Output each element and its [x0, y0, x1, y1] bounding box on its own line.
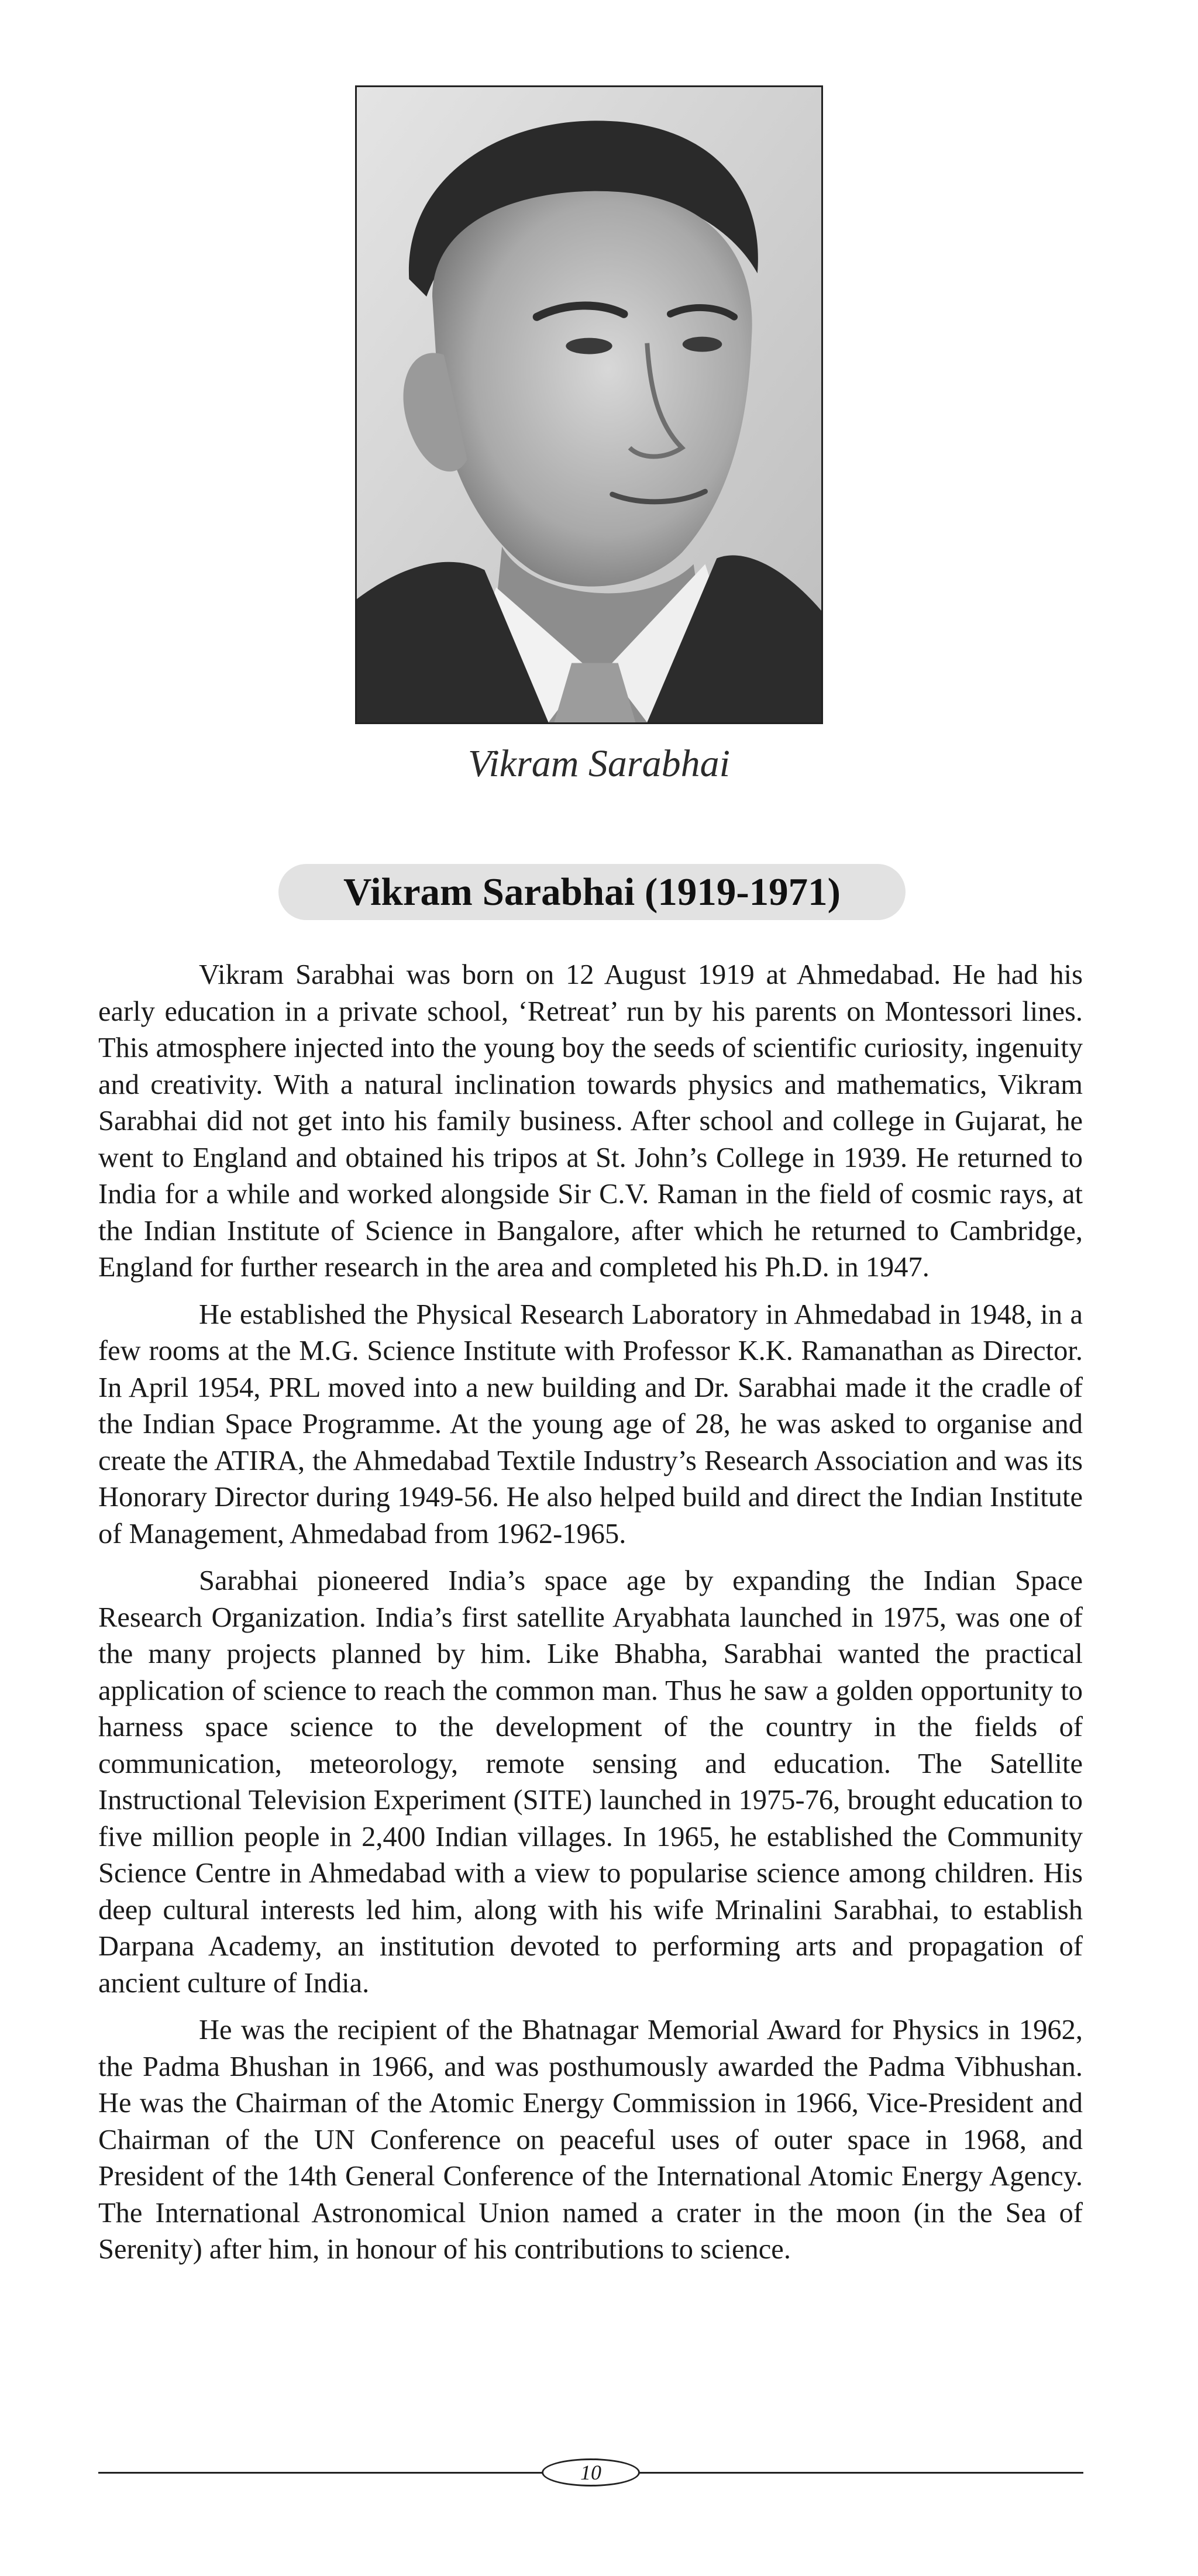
portrait-illustration [357, 87, 821, 722]
portrait-caption: Vikram Sarabhai [468, 742, 730, 785]
footer-rule-left [98, 2472, 543, 2474]
page-number [542, 2458, 640, 2487]
paragraph-4: He was the recipient of the Bhatnagar Memorial Award for Physics in 1962, the Padma Bhushan in 1966, and was posthumously awarded the Padma Vibhushan. He was the Chairman of the Atomic Energy Commission in 1966, Vice-President and Chairman of the UN Conference on peaceful uses of outer space in 1968, and President of the 14th General Conference of the International Atomic Energy Agency. The International Astronomical Union named a crater in the moon (in the Sea of Serenity) after him, in honour of his contributions to science. [98, 2014, 1083, 2265]
paragraph-3: Sarabhai pioneered India’s space age by expanding the Indian Space Research Organization. India’s first satellite Aryabhata launched in 1975, was one of the many projects planned by him. Like Bhabha, Sarabhai wanted the practical application of science to reach the common man. Thus he saw a golden opportunity to harness space science to the development of the country in the fields of communication, meteorology, remote sensing and education. The Satellite Instructional Television Experiment (SITE) launched in 1975-76, brought education to five million people in 2,400 Indian villages. In 1965, he established the Community Science Centre in Ahmedabad with a view to popularise science among children. His deep cultural interests led him, along with his wife Mrinalini Sarabhai, to establish Darpana Academy, an institution devoted to performing arts and propagation of ancient culture of India. [98, 1565, 1083, 1999]
paragraph-2: He established the Physical Research Laboratory in Ahmedabad in 1948, in a few rooms at the M.G. Science Institute with Professor K.K. Ramanathan as Director. In April 1954, PRL moved into a new building and Dr. Sarabhai made it the cradle of the Indian Space Programme. At the young age of 28, he was asked to organise and create the ATIRA, the Ahmedabad Textile Industry’s Research Association and was its Honorary Director during 1949-56. He also helped build and direct the Indian Institute of Management, Ahmedabad from 1962-1965. [98, 1299, 1083, 1549]
portrait-photo [355, 85, 823, 724]
article-body [98, 957, 1083, 2279]
page-number-text: 10 [580, 2461, 601, 2484]
footer-rule-right [639, 2472, 1083, 2474]
page-title-text: Vikram Sarabhai (1919-1971) [343, 870, 841, 914]
page-title [278, 864, 906, 920]
paragraph-1: Vikram Sarabhai was born on 12 August 1919 at Ahmedabad. He had his early education in a private school, ‘Retreat’ run by his parents on Montessori lines. This atmosphere injected into the young boy the seeds of scientific curiosity, ingenuity and creativity. With a natural inclination towards physics and mathematics, Vikram Sarabhai did not get into his family business. After school and college in Gujarat, he went to England and obtained his tripos at St. John’s College in 1939. He returned to India for a while and worked alongside Sir C.V. Raman in the field of cosmic rays, at the Indian Institute of Science in Bangalore, after which he returned to Cambridge, England for further research in the area and completed his Ph.D. in 1947. [98, 959, 1083, 1283]
